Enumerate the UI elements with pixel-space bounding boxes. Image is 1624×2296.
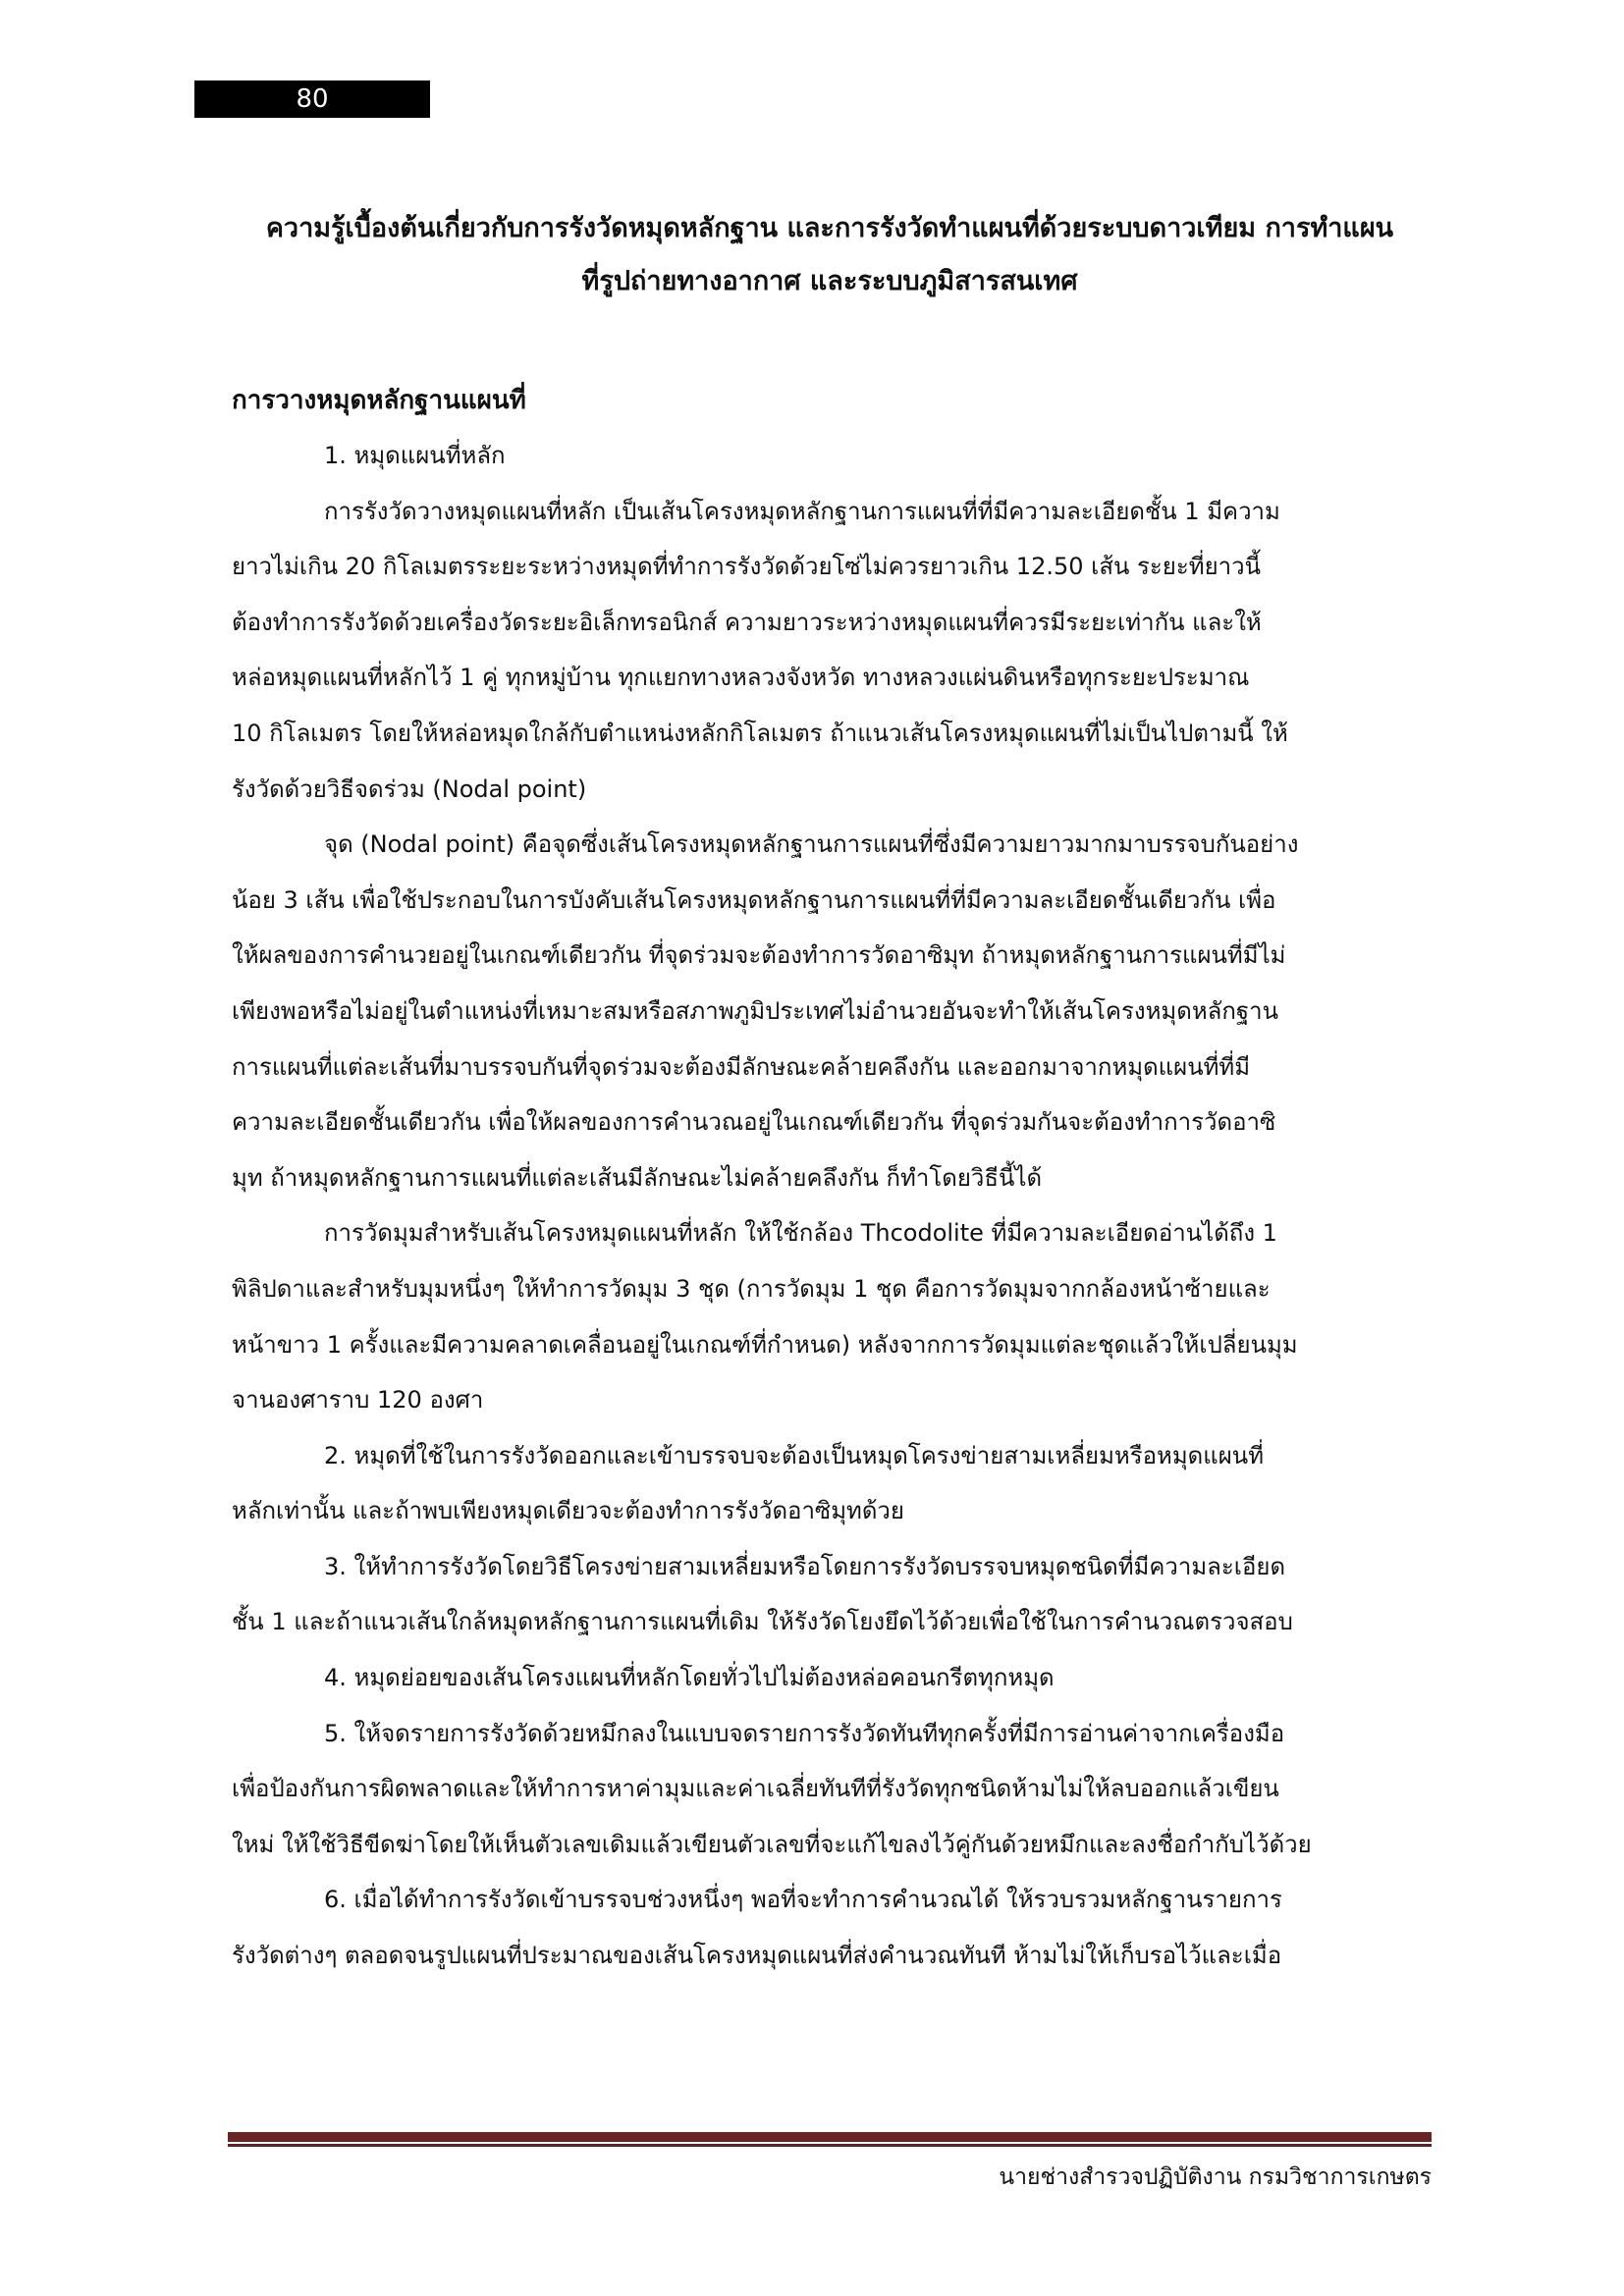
- document-body: [232, 373, 1432, 1984]
- paragraph-line: ชั้น 1 และถ้าแนวเส้นใกล้หมุดหลักฐานการแผนที่เดิม ให้รังวัดโยงยึดไว้ด้วยเพื่อใช้ในการคำนวณตรวจสอบ: [232, 1608, 1293, 1636]
- paragraph-line: มุท ถ้าหมุดหลักฐานการแผนที่แต่ละเส้นมีลักษณะไม่คล้ายคลึงกัน ก็ทำโดยวิธีนี้ได้: [232, 1163, 1043, 1192]
- paragraph-line: การรังวัดวางหมุดแผนที่หลัก เป็นเส้นโครงหมุดหลักฐานการแผนที่ที่มีความละเอียดชั้น 1 มีความ: [324, 497, 1280, 525]
- paragraph-line: การวัดมุมสำหรับเส้นโครงหมุดแผนที่หลัก ให้ใช้กล้อง Thcodolite ที่มีความละเอียดอ่านได้ถึง 1: [324, 1219, 1277, 1248]
- paragraph-line: น้อย 3 เส้น เพื่อใช้ประกอบในการบังคับเส้นโครงหมุดหลักฐานการแผนที่ที่มีความละเอียดชั้นเดียวกัน เพื่อ: [232, 885, 1276, 914]
- section-heading: การวางหมุดหลักฐานแผนที่: [232, 386, 526, 415]
- page-number-badge: [194, 80, 430, 118]
- list-item-heading-1: 1. หมุดแผนที่หลัก: [324, 442, 506, 469]
- list-item-4: 4. หมุดย่อยของเส้นโครงแผนที่หลักโดยทั่วไปไม่ต้องหล่อคอนกรีตทุกหมุด: [324, 1664, 1055, 1692]
- paragraph-line: หลักเท่านั้น และถ้าพบเพียงหมุดเดียวจะต้องทำการรังวัดอาซิมุทด้วย: [232, 1497, 904, 1525]
- paragraph-line: เพื่อป้องกันการผิดพลาดและให้ทำการหาค่ามุมและค่าเฉลี่ยทันทีที่รังวัดทุกชนิดห้ามไม่ให้ลบออกแล้วเขียน: [232, 1775, 1279, 1803]
- paragraph-line: ความละเอียดชั้นเดียวกัน เพื่อให้ผลของการคำนวณอยู่ในเกณฑ์เดียวกัน ที่จุดร่วมกันจะต้องทำการวัดอาซิ: [232, 1108, 1276, 1137]
- paragraph-line: ให้ผลของการคำนวยอยู่ในเกณฑ์เดียวกัน ที่จุดร่วมจะต้องทำการวัดอาซิมุท ถ้าหมุดหลักฐานการแผนที่มีไม่: [232, 941, 1286, 970]
- title-line-1: ความรู้เบื้องต้นเกี่ยวกับการรังวัดหมุดหลักฐาน และการรังวัดทำแผนที่ด้วยระบบดาวเทียม การทำแผน: [265, 213, 1394, 243]
- paragraph-line: 10 กิโลเมตร โดยให้หล่อหมุดใกล้กับตำแหน่งหลักกิโลเมตร ถ้าแนวเส้นโครงหมุดแผนที่ไม่เป็นไปตามนี้ ให้: [232, 719, 1288, 747]
- footer-divider-thin: [228, 2144, 1432, 2147]
- page-number: 80: [296, 84, 329, 114]
- paragraph-line: พิลิปดาและสำหรับมุมหนึ่งๆ ให้ทำการวัดมุม 3 ชุด (การวัดมุม 1 ชุด คือการวัดมุมจากกล้องหน้าซ้ายและ: [232, 1274, 1271, 1303]
- title-line-2: ที่รูปถ่ายทางอากาศ และระบบภูมิสารสนเทศ: [581, 266, 1078, 296]
- paragraph-line: ต้องทำการรังวัดด้วยเครื่องวัดระยะอิเล็กทรอนิกส์ ความยาวระหว่างหมุดแผนที่ควรมีระยะเท่ากัน และให้: [232, 608, 1262, 636]
- paragraph-line: หล่อหมุดแผนที่หลักไว้ 1 คู่ ทุกหมู่บ้าน ทุกแยกทางหลวงจังหวัด ทางหลวงแผ่นดินหรือทุกระยะประมาณ: [232, 664, 1250, 692]
- paragraph-line: จุด (Nodal point) คือจุดซึ่งเส้นโครงหมุดหลักฐานการแผนที่ซึ่งมีความยาวมากมาบรรจบกันอย่าง: [324, 830, 1299, 859]
- footer-divider-thick: [228, 2132, 1432, 2142]
- paragraph-line: ยาวไม่เกิน 20 กิโลเมตรระยะระหว่างหมุดที่ทำการรังวัดด้วยโซ่ไม่ควรยาวเกิน 12.50 เส้น ระยะที่ยาวนี้: [232, 553, 1261, 581]
- paragraph-line: ใหม่ ให้ใช้วิธีขีดฆ่าโดยให้เห็นตัวเลขเดิมแล้วเขียนตัวเลขที่จะแก้ไขลงไว้คู่กันด้วยหมึกและลงชื่อกำกับไว้ด้วย: [232, 1830, 1312, 1858]
- list-item-3: 3. ให้ทำการรังวัดโดยวิธีโครงข่ายสามเหลี่ยมหรือโดยการรังวัดบรรจบหมุดชนิดที่มีความละเอียด: [324, 1552, 1286, 1580]
- document-title: [216, 202, 1443, 308]
- list-item-5: 5. ให้จดรายการรังวัดด้วยหมึกลงในแบบจดรายการรังวัดทันทีทุกครั้งที่มีการอ่านค่าจากเครื่องมือ: [324, 1719, 1285, 1747]
- list-item-6: 6. เมื่อได้ทำการรังวัดเข้าบรรจบช่วงหนึ่งๆ พอที่จะทำการคำนวณได้ ให้รวบรวมหลักฐานรายการ: [324, 1886, 1282, 1914]
- paragraph-line: จานองศาราบ 120 องศา: [232, 1386, 484, 1415]
- footer-organization: นายช่างสำรวจปฏิบัติงาน กรมวิชาการเกษตร: [999, 2164, 1432, 2190]
- paragraph-line: เพียงพอหรือไม่อยู่ในตำแหน่งที่เหมาะสมหรือสภาพภูมิประเทศไม่อำนวยอันจะทำให้เส้นโครงหมุดหลักฐาน: [232, 996, 1278, 1025]
- paragraph-line: การแผนที่แต่ละเส้นที่มาบรรจบกันที่จุดร่วมจะต้องมีลักษณะคล้ายคลึงกัน และออกมาจากหมุดแผนที่ที่มี: [232, 1052, 1251, 1081]
- paragraph-line: รังวัดต่างๆ ตลอดจนรูปแผนที่ประมาณของเส้นโครงหมุดแผนที่ส่งคำนวณทันที ห้ามไม่ให้เก็บรอไว้และเมื่อ: [232, 1942, 1282, 1970]
- paragraph-line: หน้าขาว 1 ครั้งและมีความคลาดเคลื่อนอยู่ในเกณฑ์ที่กำหนด) หลังจากการวัดมุมแต่ละชุดแล้วให้เปลี่ยนมุม: [232, 1330, 1298, 1359]
- list-item-2: 2. หมุดที่ใช้ในการรังวัดออกและเข้าบรรจบจะต้องเป็นหมุดโครงข่ายสามเหลี่ยมหรือหมุดแผนที่: [324, 1441, 1265, 1469]
- paragraph-line: รังวัดด้วยวิธีจดร่วม (Nodal point): [232, 774, 587, 803]
